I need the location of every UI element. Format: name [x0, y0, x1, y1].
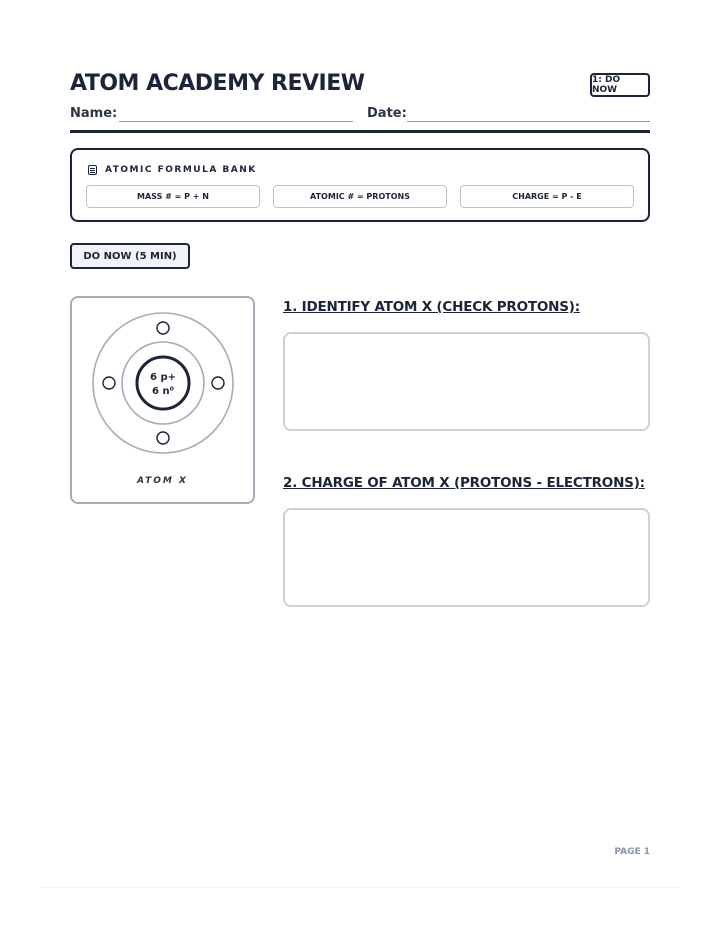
formula-bank-title: ATOMIC FORMULA BANK [105, 165, 257, 175]
proton-count: 6 p+ [150, 372, 176, 383]
footer-divider [42, 887, 678, 888]
electron [212, 377, 224, 389]
electron [157, 322, 169, 334]
formula-atomic-number: ATOMIC # = PROTONS [273, 185, 447, 208]
name-field[interactable] [119, 121, 353, 122]
date-field[interactable] [407, 121, 650, 122]
name-label: Name: [70, 106, 118, 121]
atom-diagram [72, 298, 253, 502]
electron [157, 432, 169, 444]
header-divider [70, 130, 650, 133]
nucleus [137, 357, 189, 409]
atom-label: ATOM X [137, 476, 188, 486]
activity-tag: 1: DO NOW [590, 73, 650, 97]
answer-box-1[interactable] [283, 332, 650, 431]
date-label: Date: [367, 106, 407, 121]
page-number: PAGE 1 [614, 847, 650, 857]
worksheet-title: ATOM ACADEMY REVIEW [70, 71, 365, 96]
answer-box-2[interactable] [283, 508, 650, 607]
formula-bank [70, 148, 650, 222]
formula-charge: CHARGE = P - E [460, 185, 634, 208]
section-label: DO NOW (5 MIN) [70, 243, 190, 269]
electron [103, 377, 115, 389]
question-1: 1. IDENTIFY ATOM X (CHECK PROTONS): [283, 299, 580, 315]
formula-bank-header [88, 165, 257, 175]
neutron-count: 6 n⁰ [152, 386, 174, 397]
question-2: 2. CHARGE OF ATOM X (PROTONS - ELECTRONS): [283, 475, 645, 491]
atom-diagram-card [70, 296, 255, 504]
notepad-icon [88, 165, 97, 175]
formula-mass-number: MASS # = P + N [86, 185, 260, 208]
